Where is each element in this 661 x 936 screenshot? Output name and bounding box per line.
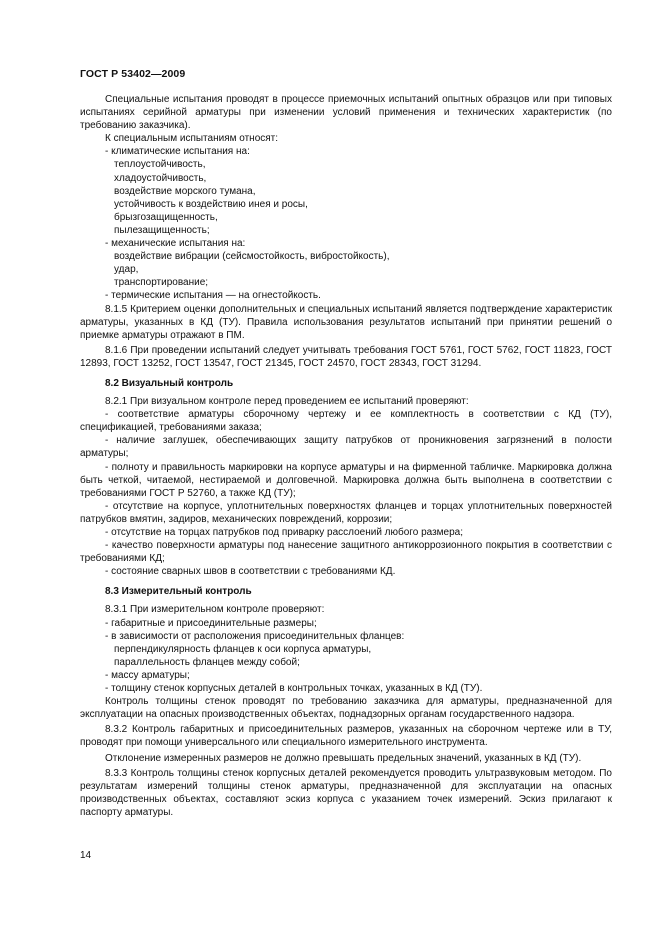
sub-item: транспортирование;: [114, 277, 209, 289]
sub-item: параллельность фланцев между собой;: [114, 656, 300, 668]
sub-item: хладоустойчивость,: [114, 172, 207, 184]
sub-item: удар,: [114, 264, 139, 276]
sub-item: теплоустойчивость,: [114, 159, 206, 171]
clause-8-1-6: 8.1.6 При проведении испытаний следует учитывать требования ГОСТ 5761, ГОСТ 5762, ГОСТ 11823, ГОСТ 12893, ГОСТ 13252, ГОСТ 13547, ГОСТ 21345, ГОСТ 24570, ГОСТ 28343, ГОСТ 31294.: [80, 344, 612, 369]
list-item: - в зависимости от расположения присоединительных фланцев:: [105, 630, 405, 642]
list-item: - габаритные и присоединительные размеры;: [105, 617, 317, 629]
list-item: - массу арматуры;: [105, 669, 190, 681]
sub-item: воздействие вибрации (сейсмостойкость, вибростойкость),: [114, 251, 390, 263]
section-heading-8-3: 8.3 Измерительный контроль: [105, 586, 252, 598]
clause-8-3-3: 8.3.3 Контроль толщины стенок корпусных деталей рекомендуется проводить ультразвуковым методом. По результатам измерений толщины стенок арматуры, предназначенной для эксплуатации на опасных производственных объектах, составляют эскиз корпуса с указанием точек измерений. Эскиз прилагают к паспорту арматуры.: [80, 767, 612, 818]
list-item-mechanical: - механические испытания на:: [105, 238, 246, 250]
clause-8-3-2: 8.3.2 Контроль габаритных и присоединительных размеров, указанных на сборочном чертеже или в ТУ, проводят при помощи универсального или специального измерительного инструмента.: [80, 724, 612, 749]
list-item: - качество поверхности арматуры под нанесение защитного антикоррозионного покрытия в соответствии с требованиями КД;: [80, 540, 612, 565]
list-item: - отсутствие на торцах патрубков под приварку расслоений любого размера;: [105, 527, 464, 538]
sub-item: перпендикулярность фланцев к оси корпуса арматуры,: [114, 643, 372, 655]
sub-item: воздействие морского тумана,: [114, 185, 256, 197]
clause-8-2-1: 8.2.1 При визуальном контроле перед проведением ее испытаний проверяют:: [105, 396, 469, 408]
paragraph-special-tests-intro: К специальным испытаниям относят:: [105, 133, 279, 145]
clause-8-1-5: 8.1.5 Критерием оценки дополнительных и специальных испытаний является подтверждение характеристик арматуры, указанных в КД (ТУ). Правила использования результатов испытаний при принятии решений о приемке арматуры отражают в ПМ.: [80, 303, 612, 341]
list-item: - толщину стенок корпусных деталей в контрольных точках, указанных в КД (ТУ).: [105, 683, 483, 695]
document-header: ГОСТ Р 53402—2009: [80, 68, 186, 80]
list-item-climatic: - климатические испытания на:: [105, 146, 250, 158]
sub-item: устойчивость к воздействию инея и росы,: [114, 198, 308, 210]
list-item: - полноту и правильность маркировки на корпусе арматуры и на фирменной табличке. Маркировка должна быть четкой, читаемой, нестираемой и долговечной. Маркировка должна быть выполнена в соответствии с требованиями ГОСТ Р 52760, а также КД (ТУ);: [80, 461, 612, 499]
paragraph-deviation: Отклонение измеренных размеров не должно превышать предельных значений, указанных в КД (ТУ).: [105, 752, 582, 764]
paragraph-wall-thickness: Контроль толщины стенок проводят по требованию заказчика для арматуры, предназначенной для эксплуатации на опасных производственных объектах, поднадзорных органам государственного надзора.: [80, 696, 612, 721]
paragraph-special-tests: Специальные испытания проводят в процессе приемочных испытаний опытных образцов или при типовых испытаниях серийной арматуры при изменении условий применения и технических характеристик (по требованию заказчика).: [80, 94, 612, 132]
sub-item: брызгозащищенность,: [114, 211, 218, 223]
sub-item: пылезащищенность;: [114, 224, 210, 236]
list-item-thermal: - термические испытания — на огнестойкость.: [105, 290, 321, 302]
list-item: - соответствие арматуры сборочному чертежу и ее комплектность в соответствии с КД (ТУ), спецификацией, требованиями заказа;: [80, 409, 612, 434]
list-item: - наличие заглушек, обеспечивающих защиту патрубков от проникновения загрязнений в полости арматуры;: [80, 435, 612, 460]
list-item: - отсутствие на корпусе, уплотнительных поверхностях фланцев и торцах уплотнительных поверхностей патрубков вмятин, задиров, механических повреждений, коррозии;: [80, 500, 612, 525]
page-number: 14: [80, 850, 92, 861]
document-body: [80, 93, 612, 819]
list-item: - состояние сварных швов в соответствии с требованиями КД.: [105, 566, 396, 578]
section-heading-8-2: 8.2 Визуальный контроль: [105, 377, 234, 389]
clause-8-3-1: 8.3.1 При измерительном контроле проверяют:: [105, 604, 325, 616]
